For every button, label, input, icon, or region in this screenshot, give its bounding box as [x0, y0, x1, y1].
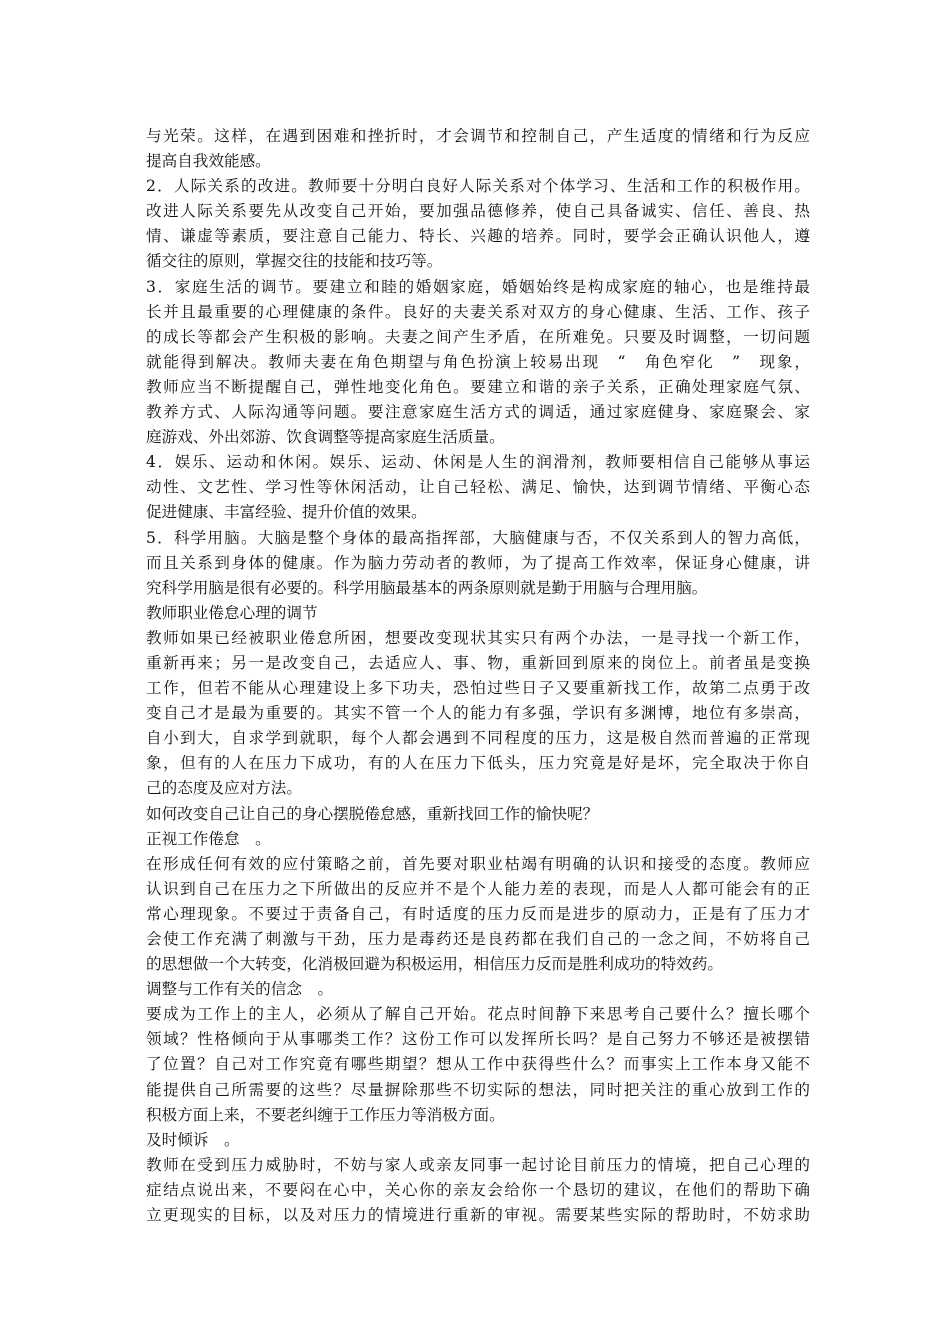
text-line: 就能得到解决。教师夫妻在角色期望与角色扮演上较易出现 “ 角色窄化 ” 现象， — [146, 352, 810, 371]
text-line: 立更现实的目标，以及对压力的情境进行重新的审视。需要某些实际的帮助时，不妨求助 — [146, 1206, 810, 1225]
text-line: 了位置？自己对工作究竟有哪些期望？想从工作中获得些什么？而事实上工作本身又能不 — [146, 1055, 810, 1074]
text-line: 庭游戏、外出郊游、饮食调整等提高家庭生活质量。 — [146, 428, 505, 447]
text-line: 长并且最重要的心理健康的条件。良好的夫妻关系对双方的身心健康、生活、工作、孩子 — [146, 302, 810, 321]
text-line: 循交往的原则，掌握交往的技能和技巧等。 — [146, 252, 443, 271]
text-line: 的成长等都会产生积极的影响。夫妻之间产生矛盾，在所难免。只要及时调整，一切问题 — [146, 327, 810, 346]
text-line: 在形成任何有效的应付策略之前，首先要对职业枯竭有明确的认识和接受的态度。教师应 — [146, 854, 810, 873]
text-line: 3．家庭生活的调节。要建立和睦的婚姻家庭，婚姻始终是构成家庭的轴心，也是维持最 — [146, 277, 810, 296]
document-body — [146, 124, 810, 1228]
text-line: 5．科学用脑。大脑是整个身体的最高指挥部，大脑健康与否，不仅关系到人的智力高低， — [146, 528, 810, 547]
text-line: 4．娱乐、运动和休闲。娱乐、运动、休闲是人生的润滑剂，教师要相信自己能够从事运 — [146, 453, 810, 472]
text-line: 2．人际关系的改进。教师要十分明白良好人际关系对个体学习、生活和工作的积极作用。 — [146, 177, 810, 196]
text-line: 及时倾诉 。 — [146, 1130, 240, 1149]
text-line: 教师应当不断提醒自己，弹性地变化角色。要建立和谐的亲子关系，正确处理家庭气氛、 — [146, 377, 810, 396]
text-line: 改进人际关系要先从改变自己开始，要加强品德修养，使自己具备诚实、信任、善良、热 — [146, 202, 810, 221]
text-line: 己的态度及应对方法。 — [146, 779, 302, 798]
text-line: 象，但有的人在压力下成功，有的人在压力下低头，压力究竟是好是坏，完全取决于你自 — [146, 754, 810, 773]
text-line: 教师如果已经被职业倦怠所困，想要改变现状其实只有两个办法，一是寻找一个新工作， — [146, 628, 810, 647]
text-line: 常心理现象。不要过于责备自己，有时适度的压力反而是进步的原动力，正是有了压力才 — [146, 904, 810, 923]
text-line: 调整与工作有关的信念 。 — [146, 980, 334, 999]
text-line: 要成为工作上的主人，必须从了解自己开始。花点时间静下来思考自己要什么？擅长哪个 — [146, 1005, 810, 1024]
text-line: 促进健康、丰富经验、提升价值的效果。 — [146, 503, 427, 522]
text-line: 积极方面上来，不要老纠缠于工作压力等消极方面。 — [146, 1105, 505, 1124]
text-line: 能提供自己所需要的这些？尽量摒除那些不切实际的想法，同时把关注的重心放到工作的 — [146, 1080, 810, 1099]
text-line: 与光荣。这样，在遇到困难和挫折时，才会调节和控制自己，产生适度的情绪和行为反应 — [146, 127, 810, 145]
text-line: 教师在受到压力威胁时，不妨与家人或亲友同事一起讨论目前压力的情境，把自己心理的 — [146, 1155, 810, 1174]
text-line: 重新再来；另一是改变自己，去适应人、事、物，重新回到原来的岗位上。前者虽是变换 — [146, 653, 810, 672]
text-line: 的思想做一个大转变，化消极回避为积极运用，相信压力反而是胜利成功的特效药。 — [146, 955, 723, 974]
text-line: 正视工作倦怠 。 — [146, 829, 271, 848]
text-line: 动性、文艺性、学习性等休闲活动，让自己轻松、满足、愉快，达到调节情绪、平衡心态 — [146, 478, 810, 497]
text-line: 领域？性格倾向于从事哪类工作？这份工作可以发挥所长吗？是自己努力不够还是被摆错 — [146, 1030, 810, 1049]
text-line: 情、谦虚等素质，要注意自己能力、特长、兴趣的培养。同时，要学会正确认识他人，遵 — [146, 227, 810, 246]
text-line: 而且关系到身体的健康。作为脑力劳动者的教师，为了提高工作效率，保证身心健康，讲 — [146, 553, 810, 572]
text-line: 究科学用脑是很有必要的。科学用脑最基本的两条原则就是勤于用脑与合理用脑。 — [146, 578, 708, 597]
text-line: 认识到自己在压力之下所做出的反应并不是个人能力差的表现，而是人人都可能会有的正 — [146, 879, 810, 898]
text-line: 教师职业倦怠心理的调节 — [146, 603, 318, 622]
text-line: 会使工作充满了刺激与干劲，压力是毒药还是良药都在我们自己的一念之间，不妨将自己 — [146, 930, 810, 948]
text-line: 变自己才是最为重要的。其实不管一个人的能力有多强，学识有多渊博，地位有多崇高， — [146, 704, 810, 723]
text-line: 教养方式、人际沟通等问题。要注意家庭生活方式的调适，通过家庭健身、家庭聚会、家 — [146, 403, 810, 422]
text-line: 如何改变自己让自己的身心摆脱倦怠感，重新找回工作的愉快呢？ — [146, 804, 599, 823]
text-line: 提高自我效能感。 — [146, 152, 271, 171]
text-line: 工作，但若不能从心理建设上多下功夫，恐怕过些日子又要重新找工作，故第二点勇于改 — [146, 679, 810, 698]
text-line: 自小到大，自求学到就职，每个人都会遇到不同程度的压力，这是极自然而普遍的正常现 — [146, 729, 810, 748]
text-line: 症结点说出来，不要闷在心中，关心你的亲友会给你一个恳切的建议，在他们的帮助下确 — [146, 1180, 810, 1199]
